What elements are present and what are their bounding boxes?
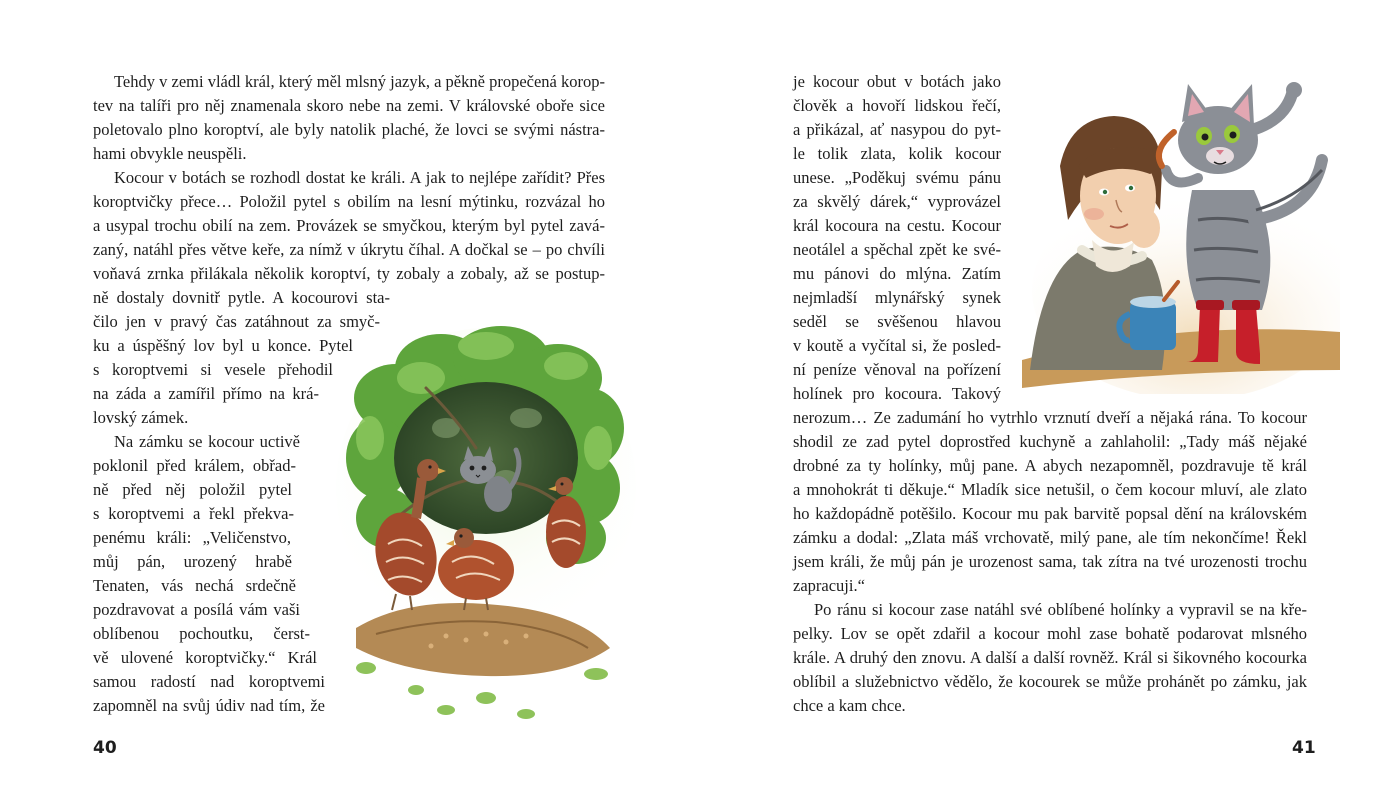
text-line: krále. A druhý den znovu. A další a další rovněž. Král si šikovného kocourka [793, 648, 1307, 667]
text-line: zámku a dodal: „Zlata máš vrchovatě, milý pane, ale tím nekončíme! Řekl [793, 528, 1307, 547]
text-line: Tehdy v zemi vládl král, který měl mlsný jazyk, a pěkně propečená korop- [114, 72, 605, 91]
text-line: pozdravovat a posílá vám vaši [93, 600, 300, 619]
text-line: a usypal trochu obilí na zem. Provázek se smyčkou, kterým byl pytel zavá- [93, 216, 605, 235]
text-line: samou radostí nad koroptvemi [93, 672, 325, 691]
text-line: penému králi: „Veličenstvo, [93, 528, 291, 547]
text-line: zaný, natáhl přes větve keře, za nímž v úkrytu číhal. A dočkal se – po chvíli [93, 240, 605, 259]
text-line: je kocour obut v botách jako [793, 72, 1001, 91]
text-line: na záda a zamířil přímo na krá- [93, 384, 319, 403]
text-line: zapracuji.“ [793, 576, 865, 595]
text-line: hami obvykle neuspěli. [93, 144, 247, 163]
text-line: oblíbenou pochoutku, čerst- [93, 624, 310, 643]
text-line: vě ulovené koroptvičky.“ Král [93, 648, 317, 667]
text-line: neotálel a spěchal zpět ke své- [793, 240, 1001, 259]
text-line: le tolik zlata, kolik kocour [793, 144, 1001, 163]
right-page [700, 0, 1400, 800]
text-line: mu pánovi do mlýna. Zatím [793, 264, 1001, 283]
text-line: ho každopádně potěšilo. Kocour mu pak barvitě popsal dění na královském [793, 504, 1307, 523]
text-line: oblíbil a služebnictvo vědělo, že kocourek se může prohánět po zámku, jak [793, 672, 1307, 691]
text-line: čilo jen v pravý čas zatáhnout za smyč- [93, 312, 380, 331]
text-line: v koutě a vyčítal si, že posled- [793, 336, 1001, 355]
text-line: ně dostaly dovnitř pytle. A kocourovi sta- [93, 288, 390, 307]
text-line: jsem králi, že můj pán je urozenost sama, tak zítra na tvé urozenosti trochu [793, 552, 1307, 571]
text-line: seděl se svěšenou hlavou [793, 312, 1001, 331]
cat-and-miller-son-illustration [1022, 70, 1340, 394]
text-line: můj pán, urozený hrabě [93, 552, 292, 571]
text-line: s koroptvemi si vesele přehodil [93, 360, 333, 379]
text-line: nejmladší mlynářský synek [793, 288, 1001, 307]
text-line: poletovalo plno koroptví, ale byly natolik plaché, že lovci se svými nástra- [93, 120, 605, 139]
text-line: drobné za ty holínky, můj pane. A abych nezapomněl, pozdravuje tě král [793, 456, 1307, 475]
text-line: nerozum… Ze zadumání ho vytrhlo vrznutí dveří a nějaká rána. To kocour [793, 408, 1307, 427]
text-line: koroptvičky přece… Položil pytel s obilím na lesní mýtinku, rozvázal ho [93, 192, 605, 211]
text-line: s koroptvemi a řekl překva- [93, 504, 294, 523]
text-line: ku a úspěšný lov byl u konce. Pytel [93, 336, 353, 355]
text-line: unese. „Poděkuj svému pánu [793, 168, 1001, 187]
text-line: Tenaten, vás nechá srdečně [93, 576, 296, 595]
text-line: poklonil před králem, obřad- [93, 456, 296, 475]
text-line: chce a kam chce. [793, 696, 906, 715]
text-line: Po ránu si kocour zase natáhl své oblíbené holínky a vypravil se na kře- [814, 600, 1307, 619]
text-line: a přikázal, ať nasypou do pyt- [793, 120, 1001, 139]
text-line: zapomněl na svůj údiv nad tím, že [93, 696, 325, 715]
text-line: a mnohokrát ti děkuje.“ Mladík sice netušil, o čem kocour mluví, ale zlato [793, 480, 1307, 499]
partridges-illustration [326, 318, 642, 730]
text-line: ně před něj položil pytel [93, 480, 292, 499]
text-line: voňavá zrnka přilákala několik koroptví, ty zobaly a zobaly, až se postup- [93, 264, 605, 283]
text-line: Kocour v botách se rozhodl dostat ke králi. A jak to nejlépe zařídit? Přes [114, 168, 605, 187]
page-number: 41 [1292, 738, 1316, 758]
text-line: Na zámku se kocour uctivě [114, 432, 300, 451]
text-line: holínek pro kocoura. Takový [793, 384, 1001, 403]
text-line: ní peníze věnoval na pořízení [793, 360, 1001, 379]
text-line: shodil ze zad pytel doprostřed kuchyně a zahlaholil: „Tady máš nějaké [793, 432, 1307, 451]
text-line: pelky. Lov se opět zdařil a kocour mohl zase bohatě podarovat mlsného [793, 624, 1307, 643]
text-line: král kocoura na cestu. Kocour [793, 216, 1001, 235]
text-line: člověk a hovoří lidskou řečí, [793, 96, 1001, 115]
page-number: 40 [93, 738, 117, 758]
text-line: lovský zámek. [93, 408, 189, 427]
text-line: tev na talíři pro něj znamenala skoro nebe na zemi. V královské oboře sice [93, 96, 605, 115]
text-line: za skvělý dárek,“ vyprovázel [793, 192, 1001, 211]
